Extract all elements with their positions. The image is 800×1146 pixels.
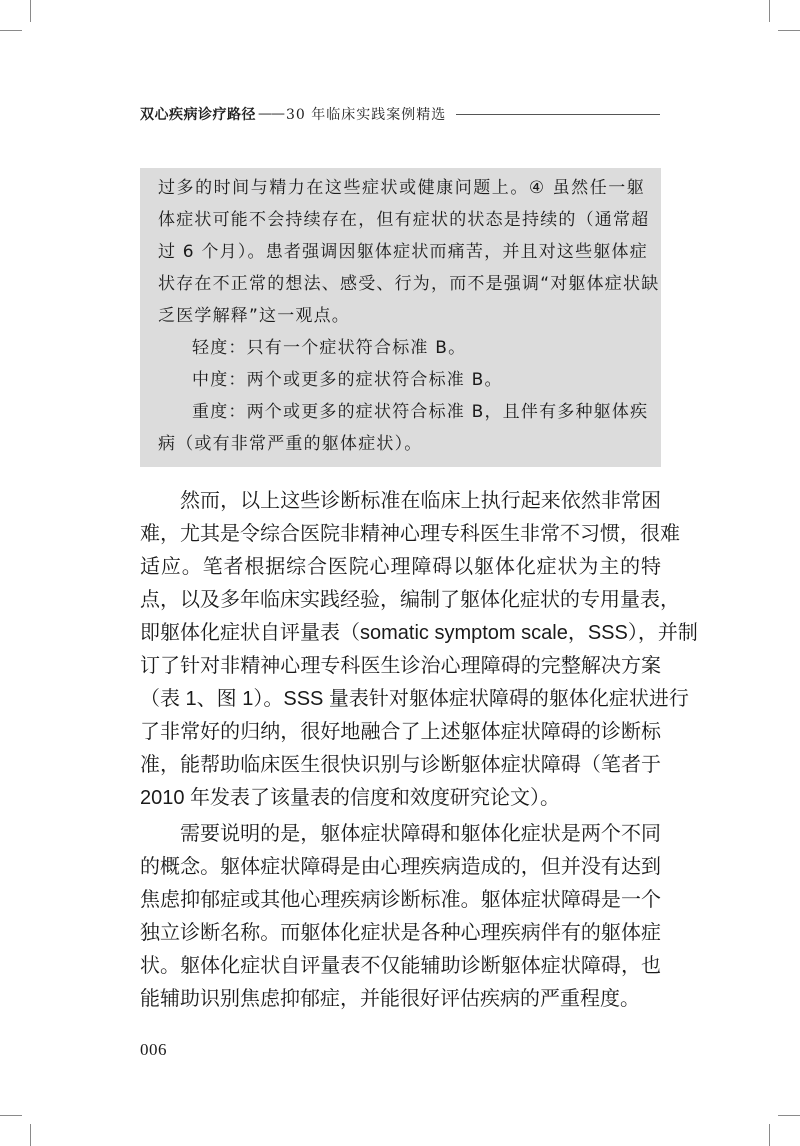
header-dash: ——: [258, 106, 284, 122]
body-line: 难，尤其是令综合医院非精神心理专科医生非常不习惯，很难: [140, 523, 680, 545]
crop-mark-top-right-vertical: [769, 0, 770, 22]
body-line: 适应。笔者根据综合医院心理障碍以躯体化症状为主的特: [140, 556, 661, 578]
crop-mark-bottom-left-horizontal: [0, 1115, 22, 1116]
body-line: 然而，以上这些诊断标准在临床上执行起来依然非常困: [180, 490, 661, 512]
book-subtitle: 30 年临床实践案例精选: [286, 107, 447, 123]
severity-severe: 重度：两个或更多的症状符合标准 B，且伴有多种躯体疾: [192, 402, 649, 422]
running-header: [140, 103, 660, 125]
body-line: （表 1、图 1）。SSS 量表针对躯体症状障碍的躯体化症状进行: [140, 688, 689, 710]
crop-mark-bottom-right-vertical: [769, 1124, 770, 1146]
crop-mark-top-left-horizontal: [0, 30, 22, 31]
body-line: 点，以及多年临床实践经验，编制了躯体化症状的专用量表，: [140, 589, 680, 611]
quotation-box: [140, 168, 661, 467]
crop-mark-bottom-left-vertical: [30, 1124, 31, 1146]
quote-line: 过多的时间与精力在这些症状或健康问题上。④ 虽然任一躯: [158, 178, 645, 198]
crop-mark-top-right-horizontal: [778, 30, 800, 31]
book-title: 双心疾病诊疗路径: [140, 107, 256, 123]
header-rule: [456, 114, 660, 115]
severity-mild: 轻度：只有一个症状符合标准 B。: [192, 338, 467, 358]
body-line: 焦虑抑郁症或其他心理疾病诊断标准。躯体症状障碍是一个: [140, 889, 661, 911]
quote-line: 乏医学解释”这一观点。: [158, 306, 351, 326]
body-line: 能辅助识别焦虑抑郁症，并能很好评估疾病的严重程度。: [140, 988, 640, 1010]
quote-line: 体症状可能不会持续存在，但有症状的状态是持续的（通常超: [158, 210, 650, 230]
crop-mark-top-left-vertical: [30, 0, 31, 22]
body-line: 了非常好的归纳，很好地融合了上述躯体症状障碍的诊断标: [140, 721, 661, 743]
quote-line: 过 6 个月）。患者强调因躯体症状而痛苦，并且对这些躯体症: [158, 242, 648, 262]
body-line: 独立诊断名称。而躯体化症状是各种心理疾病伴有的躯体症: [140, 922, 661, 944]
crop-mark-bottom-right-horizontal: [778, 1115, 800, 1116]
severity-moderate: 中度：两个或更多的症状符合标准 B。: [192, 370, 503, 390]
body-line: 订了针对非精神心理专科医生诊治心理障碍的完整解决方案: [140, 655, 661, 677]
page-number: 006: [140, 1040, 167, 1059]
quote-line: 病（或有非常严重的躯体症状）。: [158, 434, 423, 454]
body-line: 状。躯体化症状自评量表不仅能辅助诊断躯体症状障碍，也: [140, 955, 661, 977]
body-line: 的概念。躯体症状障碍是由心理疾病造成的，但并没有达到: [140, 856, 661, 878]
quote-line: 状存在不正常的想法、感受、行为，而不是强调“对躯体症状缺: [158, 274, 660, 294]
body-line: 即躯体化症状自评量表（somatic symptom scale，SSS），并制: [140, 622, 698, 644]
body-line: 准，能帮助临床医生很快识别与诊断躯体症状障碍（笔者于: [140, 754, 661, 776]
body-line: 需要说明的是，躯体症状障碍和躯体化症状是两个不同: [180, 823, 661, 845]
body-line: 2010 年发表了该量表的信度和效度研究论文）。: [140, 787, 561, 809]
